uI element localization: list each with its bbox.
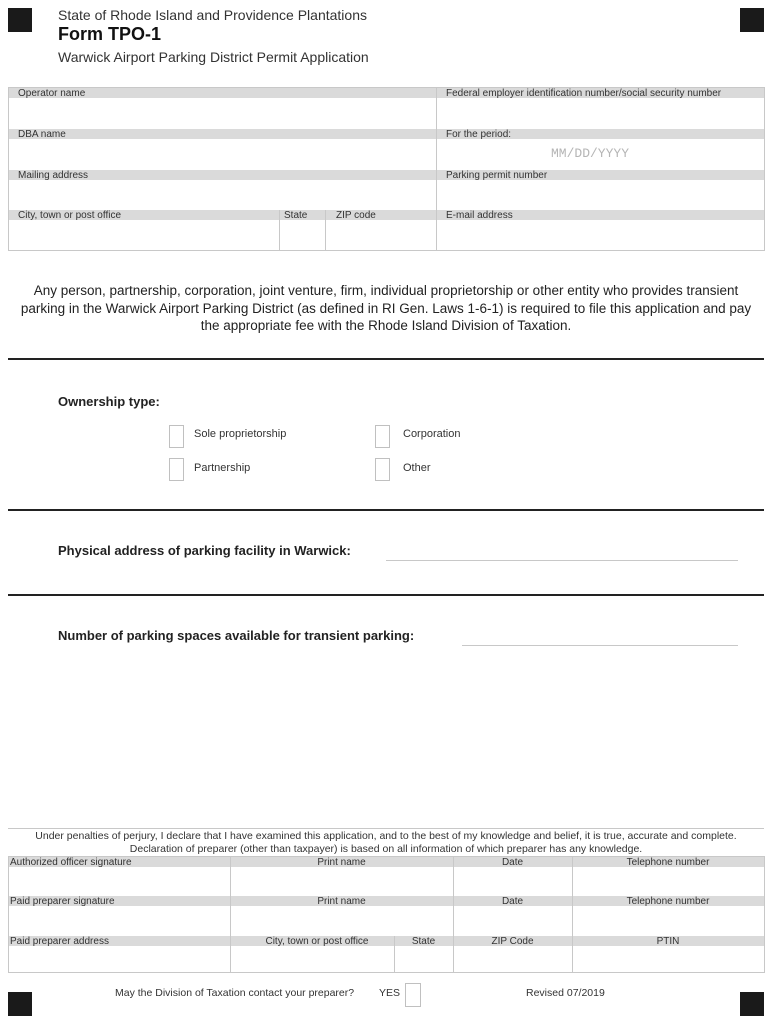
grid-divider [436,87,437,251]
grid-divider [453,856,454,973]
registration-mark-bottom-left [8,992,32,1016]
partnership-checkbox[interactable] [169,458,184,481]
ptin-label: PTIN [656,936,680,947]
preparer-print-name-field[interactable] [234,908,453,934]
revised-date: Revised 07/2019 [526,987,605,999]
instructions-text: Any person, partnership, corporation, joint venture, firm, individual proprietorship or other entity who provides transient parking in the Warwick Airport Parking District (as defined in RI Gen. Laws 1-6-1) is required to file this application and pay the appropriate fee with the Rhode Island Division of Taxation. [20,283,752,333]
sole-proprietorship-checkbox[interactable] [169,425,184,448]
permit-number-label: Parking permit number [446,170,548,181]
preparer-state-field[interactable] [398,948,453,972]
preparer-state-label: State [411,936,436,947]
other-checkbox[interactable] [375,458,390,481]
parking-spaces-label: Number of parking spaces available for transient parking: [58,628,415,643]
label-band [9,170,764,180]
physical-address-label: Physical address of parking facility in Warwick: [58,543,351,558]
print-name-label: Print name [317,857,366,868]
label-band [9,210,764,220]
operator-name-label: Operator name [18,88,86,99]
section-divider [8,509,764,511]
preparer-city-field[interactable] [234,948,394,972]
officer-date-field[interactable] [457,869,572,895]
corporation-checkbox[interactable] [375,425,390,448]
dba-name-field[interactable] [12,141,436,169]
preparer-print-name-label: Print name [317,896,366,907]
contact-preparer-question: May the Division of Taxation contact your preparer? [115,987,355,999]
sole-proprietorship-label: Sole proprietorship [194,428,287,440]
fein-label: Federal employer identification number/social security number [446,88,722,99]
city-label: City, town or post office [18,210,122,221]
mailing-address-label: Mailing address [18,170,89,181]
email-field[interactable] [440,222,764,250]
form-title: Warwick Airport Parking District Permit Application [58,49,369,65]
preparer-address-field[interactable] [11,948,230,972]
city-field[interactable] [12,222,280,250]
preparer-declaration-text: Declaration of preparer (other than taxpayer) is based on all information of which preparer has any knowledge. [129,843,643,855]
state-field[interactable] [282,222,326,250]
period-label: For the period: [446,129,512,140]
form-number: Form TPO-1 [58,24,162,44]
officer-telephone-field[interactable] [576,869,764,895]
fein-field[interactable] [440,100,764,128]
dba-name-label: DBA name [18,129,66,140]
preparer-zip-label: ZIP Code [491,936,534,947]
zip-field[interactable] [328,222,436,250]
preparer-signature-field[interactable] [11,908,230,934]
contact-preparer-yes-checkbox[interactable] [405,983,421,1007]
operator-name-field[interactable] [12,100,436,128]
preparer-signature-label: Paid preparer signature [10,896,115,907]
preparer-city-label: City, town or post office [265,936,369,947]
registration-mark-bottom-right [740,992,764,1016]
ownership-heading: Ownership type: [58,394,160,409]
officer-signature-label: Authorized officer signature [10,857,132,868]
zip-label: ZIP code [336,210,376,221]
preparer-address-label: Paid preparer address [10,936,109,947]
telephone-label: Telephone number [626,857,710,868]
grid-divider [572,856,573,973]
section-divider [8,358,764,360]
preparer-date-label: Date [501,896,524,907]
physical-address-field[interactable] [388,540,740,560]
registration-mark-top-left [8,8,32,32]
registration-mark-top-right [740,8,764,32]
preparer-telephone-field[interactable] [576,908,764,934]
parking-spaces-field[interactable] [464,625,740,645]
state-label: State [284,210,308,221]
officer-signature-field[interactable] [11,869,230,895]
partnership-label: Partnership [194,462,251,474]
section-divider [8,594,764,596]
officer-print-name-field[interactable] [234,869,453,895]
other-label: Other [403,462,431,474]
preparer-zip-field[interactable] [457,948,572,972]
mailing-address-field[interactable] [12,182,436,210]
corporation-label: Corporation [403,428,461,440]
state-heading: State of Rhode Island and Providence Plantations [58,7,367,23]
date-label: Date [501,857,524,868]
label-band [9,129,764,139]
grid-divider [230,856,231,973]
ptin-field[interactable] [576,948,764,972]
declaration-text: Under penalties of perjury, I declare that I have examined this application, and to the best of my knowledge and belief, it is true, accurate and complete. [35,830,737,842]
physical-address-underline [386,560,738,561]
permit-number-field[interactable] [440,182,764,210]
email-label: E-mail address [446,210,513,221]
preparer-telephone-label: Telephone number [626,896,710,907]
declaration-rule [8,828,764,829]
parking-spaces-underline [462,645,738,646]
preparer-date-field[interactable] [457,908,572,934]
yes-label: YES [379,987,401,999]
period-date-field[interactable]: MM/DD/YYYY [551,146,630,161]
